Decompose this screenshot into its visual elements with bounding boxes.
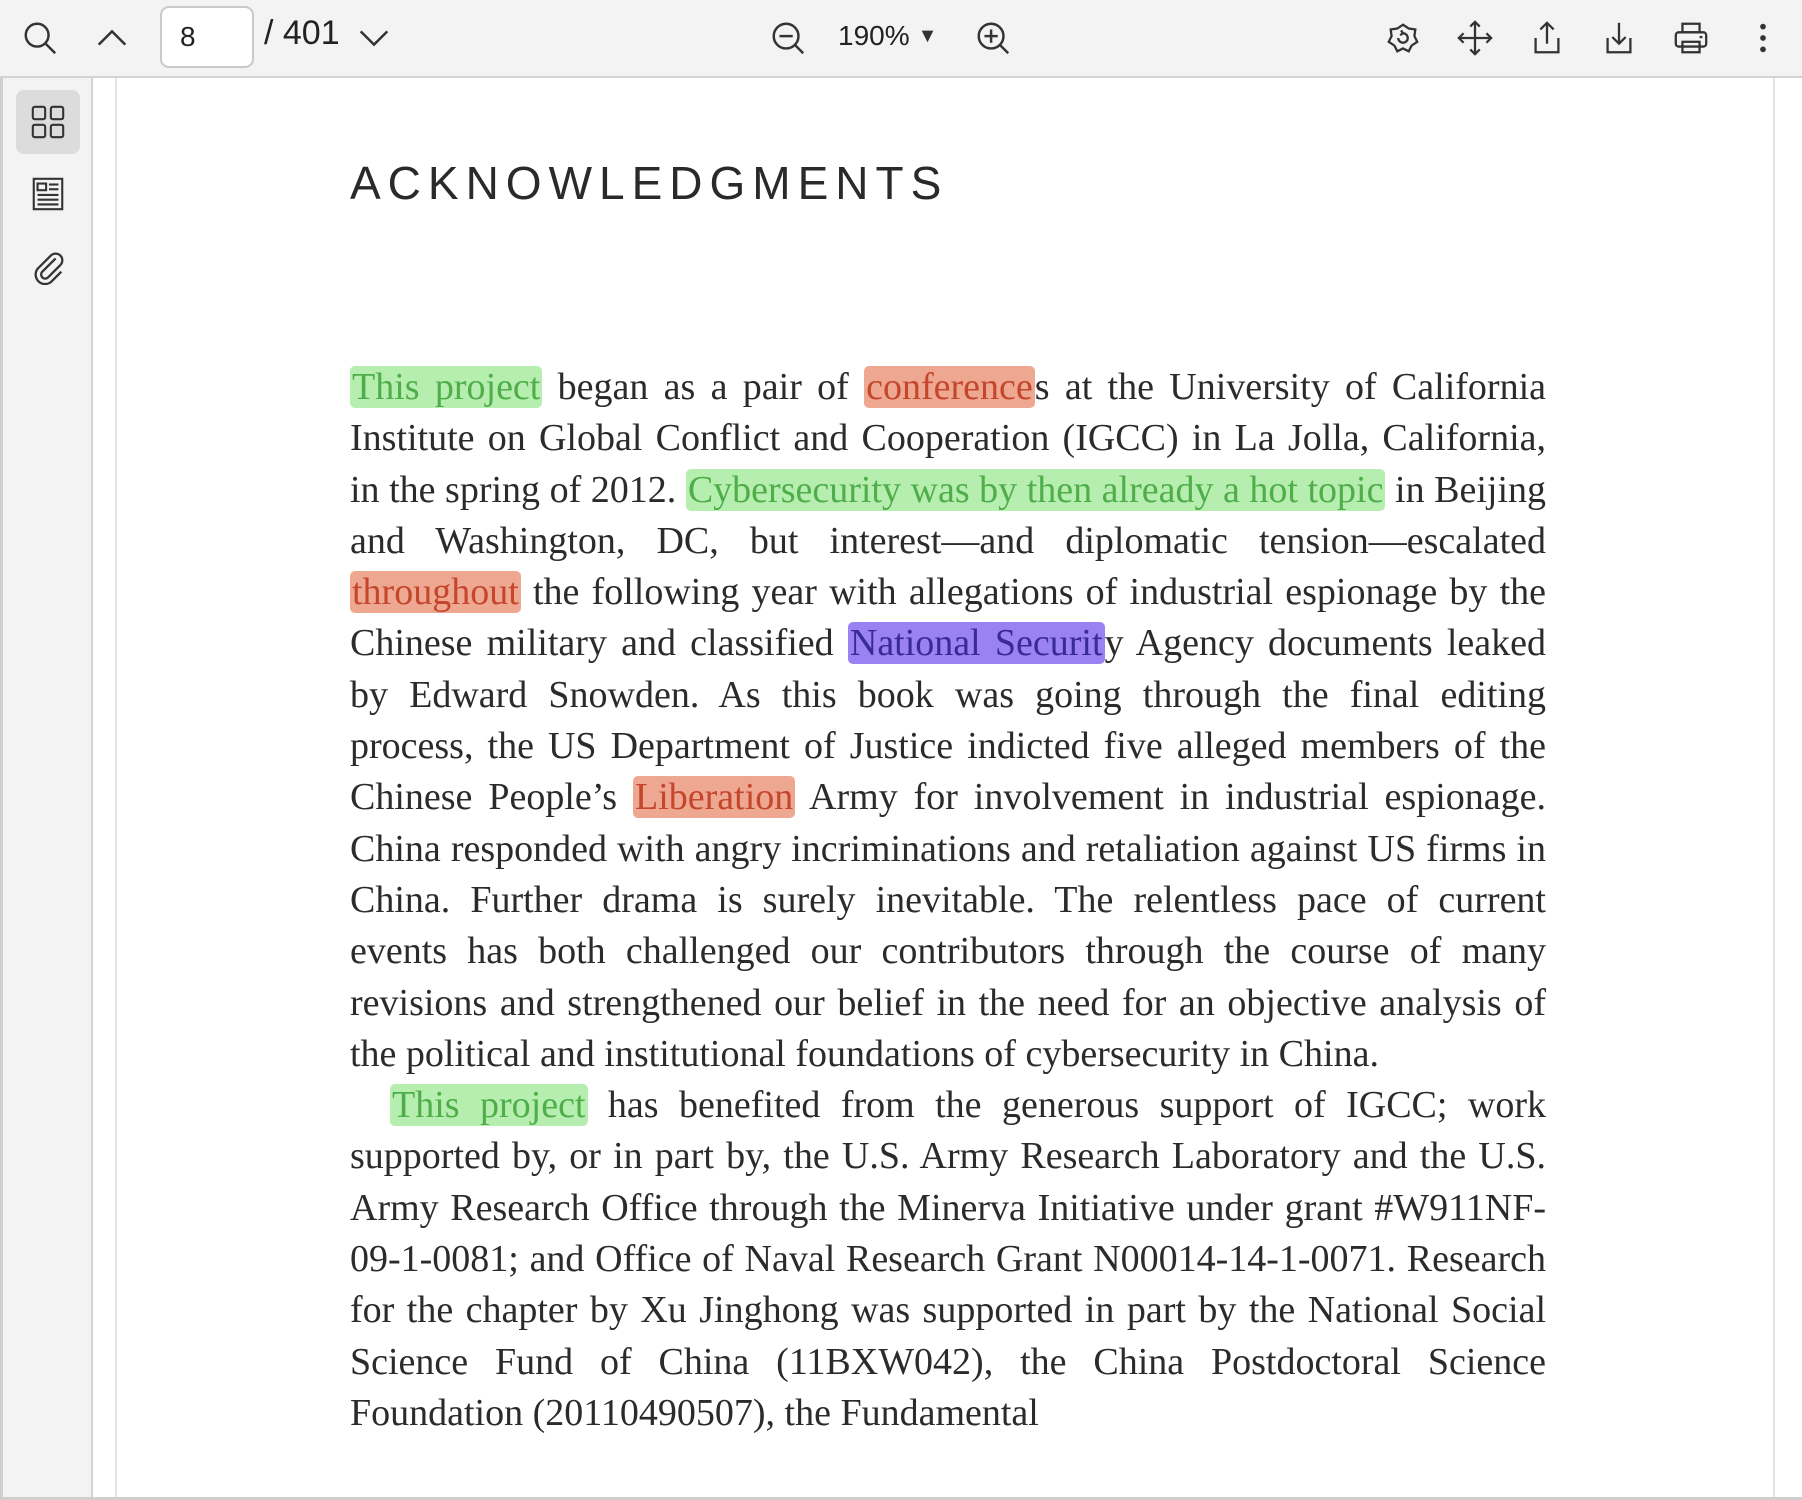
text-run: the following year with allegations of industrial espionage by the Chinese military and classified: [350, 571, 1546, 665]
toolbar: [0, 0, 1802, 78]
document-viewport[interactable]: [93, 78, 1802, 1497]
move-icon[interactable]: [1447, 10, 1503, 66]
zoom-caret-icon: ▼: [917, 24, 938, 47]
sidebar: [3, 78, 93, 1497]
pdf-page: [115, 78, 1775, 1497]
paragraph-2: [350, 1080, 1546, 1439]
thumbnails-icon[interactable]: [16, 90, 80, 154]
share-icon[interactable]: [1519, 10, 1575, 66]
text-run: began as a pair of: [542, 366, 865, 408]
page-total: / 401: [264, 14, 340, 52]
text-run: Army for involvement in industrial espionage. China responded with angry incriminations and retaliation against US firms in China. Further drama is surely inevitable. The relentless pace of current events has both challenged our contributors through the course of many revisions and strengthened our belief in the need for an objective analysis of the political and institutional foundations of cybersecurity in China.: [350, 776, 1546, 1075]
paragraph-1: [350, 362, 1546, 1080]
print-icon[interactable]: [1663, 10, 1719, 66]
zoom-in-icon[interactable]: [965, 10, 1021, 66]
highlight-green[interactable]: Cybersecurity was by then already a hot topic: [687, 468, 1384, 511]
chevron-down-icon[interactable]: [346, 10, 402, 66]
highlight-red[interactable]: throughout: [352, 571, 519, 614]
text-run: has benefited from the generous support of IGCC; work supported by, or in part by, the U.S. Army Research Laboratory and the U.S. Army Research Office through the Minerva Initiative under grant #W911NF-09-1-0081; and Office of Naval Research Grant N00014-14-1-0071. Research for the chapter by Xu Jinghong was supported in part by the National Social Science Fund of China (11BXW042), the China Postdoctoral Science Foundation (20110490507), the Fundamental: [350, 1084, 1546, 1434]
download-icon[interactable]: [1591, 10, 1647, 66]
outline-icon[interactable]: [16, 162, 80, 226]
text-run: y Agency documents leaked by Edward Snowden. As this book was going through the final editing process, the US Department of Justice indicted five alleged members of the Chinese People’s: [350, 622, 1547, 819]
highlight-red[interactable]: conference: [866, 366, 1033, 408]
highlight-purple[interactable]: National Securit: [849, 622, 1103, 665]
zoom-level: 190%: [838, 20, 910, 51]
zoom-out-icon[interactable]: [760, 10, 816, 66]
page-body: [350, 362, 1546, 1439]
chevron-up-icon[interactable]: [84, 10, 140, 66]
highlight-red[interactable]: Liberation: [634, 776, 794, 819]
attachment-icon[interactable]: [16, 234, 80, 298]
highlight-green[interactable]: This project: [392, 1084, 586, 1127]
more-icon[interactable]: [1735, 10, 1791, 66]
page-number-input[interactable]: [160, 6, 254, 68]
zoom-select[interactable]: [838, 14, 937, 58]
text-run: s at the University of California Institute on Global Conflict and Cooperation (IGCC) in La Jolla, California, in the spring of 2012.: [350, 366, 1546, 511]
text-run: in Beijing and Washington, DC, but interest—and diplomatic tension—escalated: [350, 468, 1546, 562]
rotate-icon[interactable]: [1375, 10, 1431, 66]
highlight-green[interactable]: This project: [352, 366, 541, 408]
page-heading: ACKNOWLEDGMENTS: [350, 157, 949, 209]
search-icon[interactable]: [12, 10, 68, 66]
